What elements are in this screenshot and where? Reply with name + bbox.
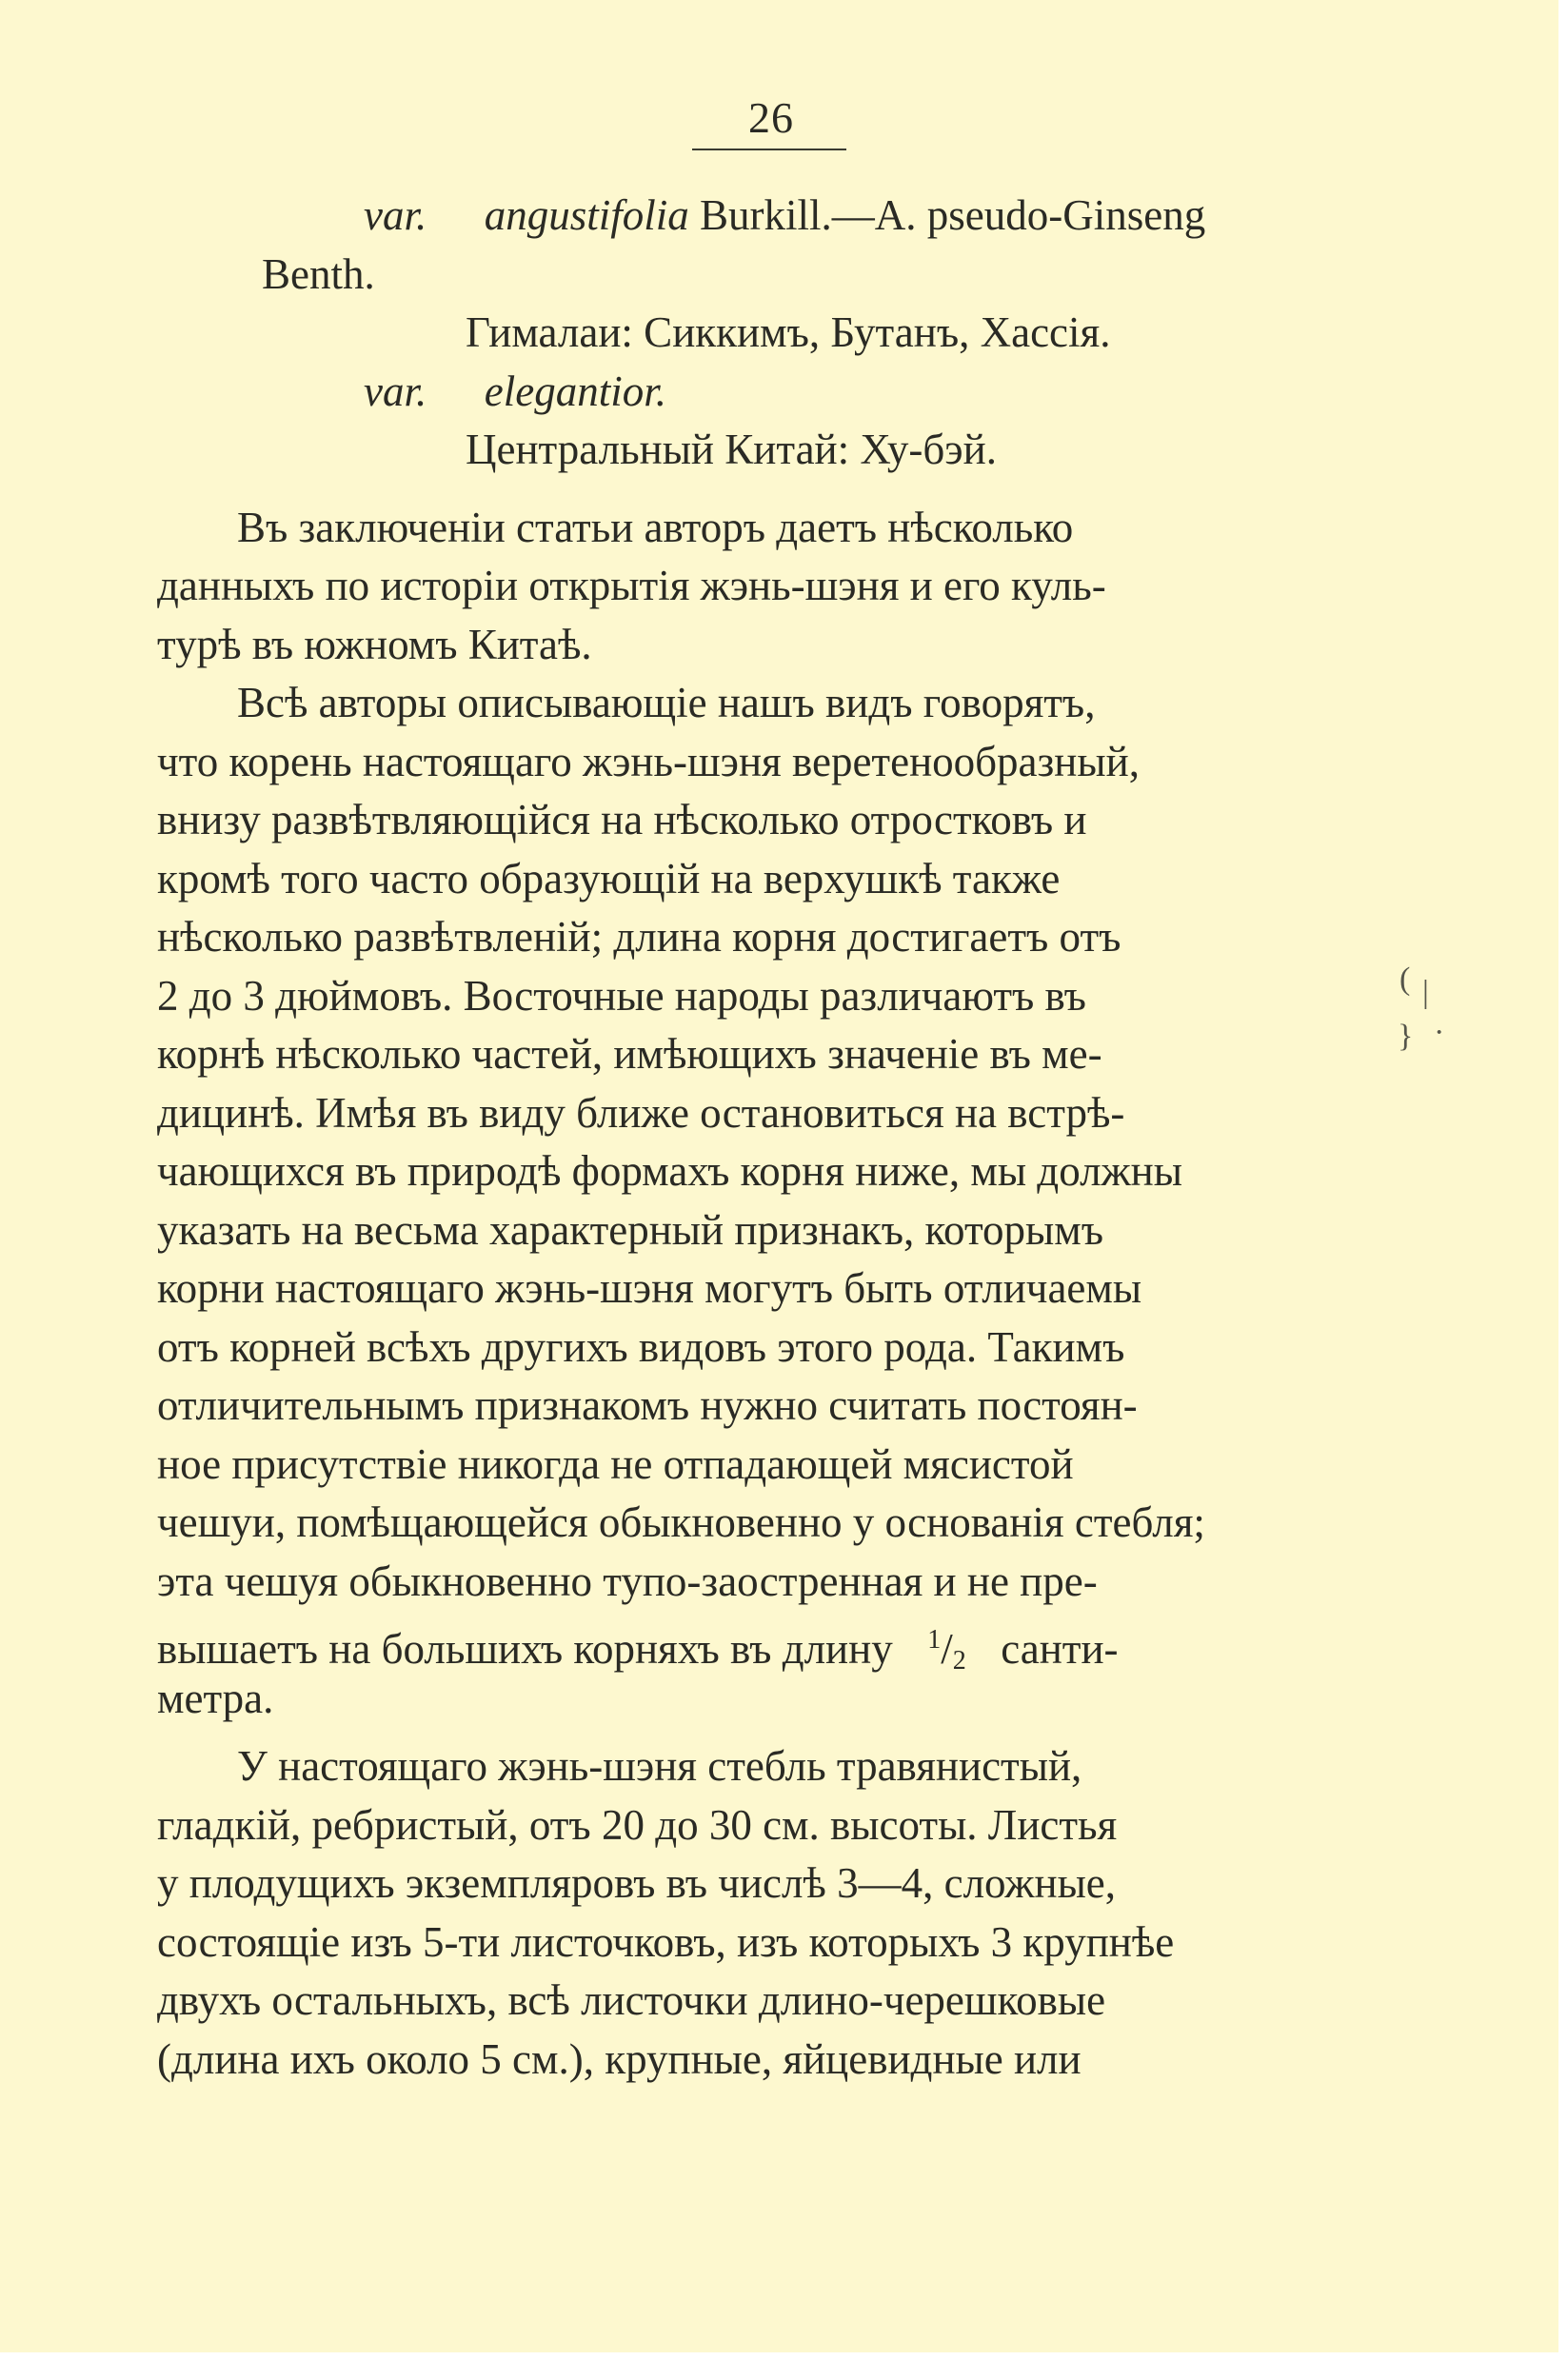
taxonomy-line-1 <box>157 187 1387 246</box>
paragraph-line: отъ корней всѣхъ другихъ видовъ этого рода. Такимъ <box>157 1322 1125 1371</box>
page-number-rule <box>692 149 846 150</box>
paragraph-line: 2 до 3 дюймовъ. Восточные народы различаютъ въ <box>157 971 1086 1020</box>
paragraph-line: внизу развѣтвляющійся на нѣсколько отростковъ и <box>157 796 1087 843</box>
fraction-numerator: 1 <box>927 1625 942 1655</box>
paragraph-line: дицинѣ. Имѣя въ виду ближе остановиться на встрѣ- <box>157 1088 1125 1137</box>
paragraph-line: указать на весьма характерный признакъ, которымъ <box>157 1205 1104 1254</box>
paragraph-line: двухъ остальныхъ, всѣ листочки длино-черешковые <box>157 1976 1106 2024</box>
margin-mark-glyph: | <box>1422 975 1429 1010</box>
margin-pencil-mark <box>1398 962 1455 1066</box>
species-name: angustifolia <box>484 191 689 239</box>
paragraph-line: данныхъ по исторіи открытія жэнь-шэня и его куль- <box>157 562 1106 609</box>
paragraph-line: (длина ихъ около 5 см.), крупные, яйцевидные или <box>157 2034 1082 2083</box>
paragraph-line: ное присутствіе никогда не отпадающей мясистой <box>157 1439 1074 1488</box>
author-citation: Burkill.—A. pseudo-Ginseng <box>700 191 1206 239</box>
margin-mark-glyph: ( <box>1399 962 1411 997</box>
paragraph-line: гладкій, ребристый, отъ 20 до 30 см. высоты. Листья <box>157 1800 1118 1849</box>
page-edge <box>1558 0 1568 2360</box>
taxonomy-line-4 <box>157 363 1387 422</box>
paragraph-line-with-fraction <box>157 1611 1387 1676</box>
distribution-line-2: Центральный Китай: Ху-бэй. <box>466 426 997 473</box>
paragraph-line: что корень настоящаго жэнь-шэня веретенообразный, <box>157 737 1140 785</box>
paragraph-line: кромѣ того часто образующій на верхушкѣ также <box>157 854 1061 902</box>
page-number: 26 <box>748 93 794 142</box>
paragraph-line: Всѣ авторы описывающіе нашъ видъ говорятъ, <box>237 679 1096 726</box>
paragraph-line: Въ заключеніи статьи авторъ даетъ нѣсколько <box>237 503 1074 551</box>
var-label: var. <box>364 367 427 415</box>
paragraph-line: у плодущихъ экземпляровъ въ числѣ 3—4, сложные, <box>157 1859 1117 1907</box>
paragraph-line: чешуи, помѣщающейся обыкновенно у основанія стебля; <box>157 1498 1205 1546</box>
margin-mark-glyph: · <box>1434 1015 1445 1050</box>
paragraph-line: метра. <box>157 1674 274 1722</box>
paragraph-line: эта чешуя обыкновенно тупо-заостренная и не пре- <box>157 1557 1098 1605</box>
distribution-line-1: Гималаи: Сиккимъ, Бутанъ, Хассія. <box>466 308 1111 356</box>
fraction-denominator: 2 <box>952 1646 966 1676</box>
var-label: var. <box>364 191 427 239</box>
page-edge-bottom <box>0 2352 1568 2360</box>
margin-mark-glyph: } <box>1398 1019 1414 1054</box>
paragraph-line: У настоящаго жэнь-шэня стебль травянистый, <box>237 1742 1082 1790</box>
paragraph-text: санти- <box>1001 1625 1119 1673</box>
taxonomy-line-2: Benth. <box>262 249 375 298</box>
paragraph-text: вышаетъ на большихъ корняхъ въ длину <box>157 1625 893 1673</box>
paragraph-line: состоящіе изъ 5-ти листочковъ, изъ которыхъ 3 крупнѣе <box>157 1917 1175 1966</box>
paragraph-line: корнѣ нѣсколько частей, имѣющихъ значеніе въ ме- <box>157 1030 1102 1078</box>
paragraph-line: корни настоящаго жэнь-шэня могутъ быть отличаемы <box>157 1264 1142 1312</box>
body-text <box>157 187 1387 2089</box>
variety-name: elegantior. <box>484 367 666 415</box>
paragraph-line: турѣ въ южномъ Китаѣ. <box>157 620 592 668</box>
fraction-slash: / <box>941 1625 953 1673</box>
paragraph-line: чающихся въ природѣ формахъ корня ниже, мы должны <box>157 1147 1182 1195</box>
paragraph-line: отличительнымъ признакомъ нужно считать постоян- <box>157 1381 1138 1429</box>
paragraph-line: нѣсколько развѣтвленій; длина корня достигаетъ отъ <box>157 913 1121 961</box>
